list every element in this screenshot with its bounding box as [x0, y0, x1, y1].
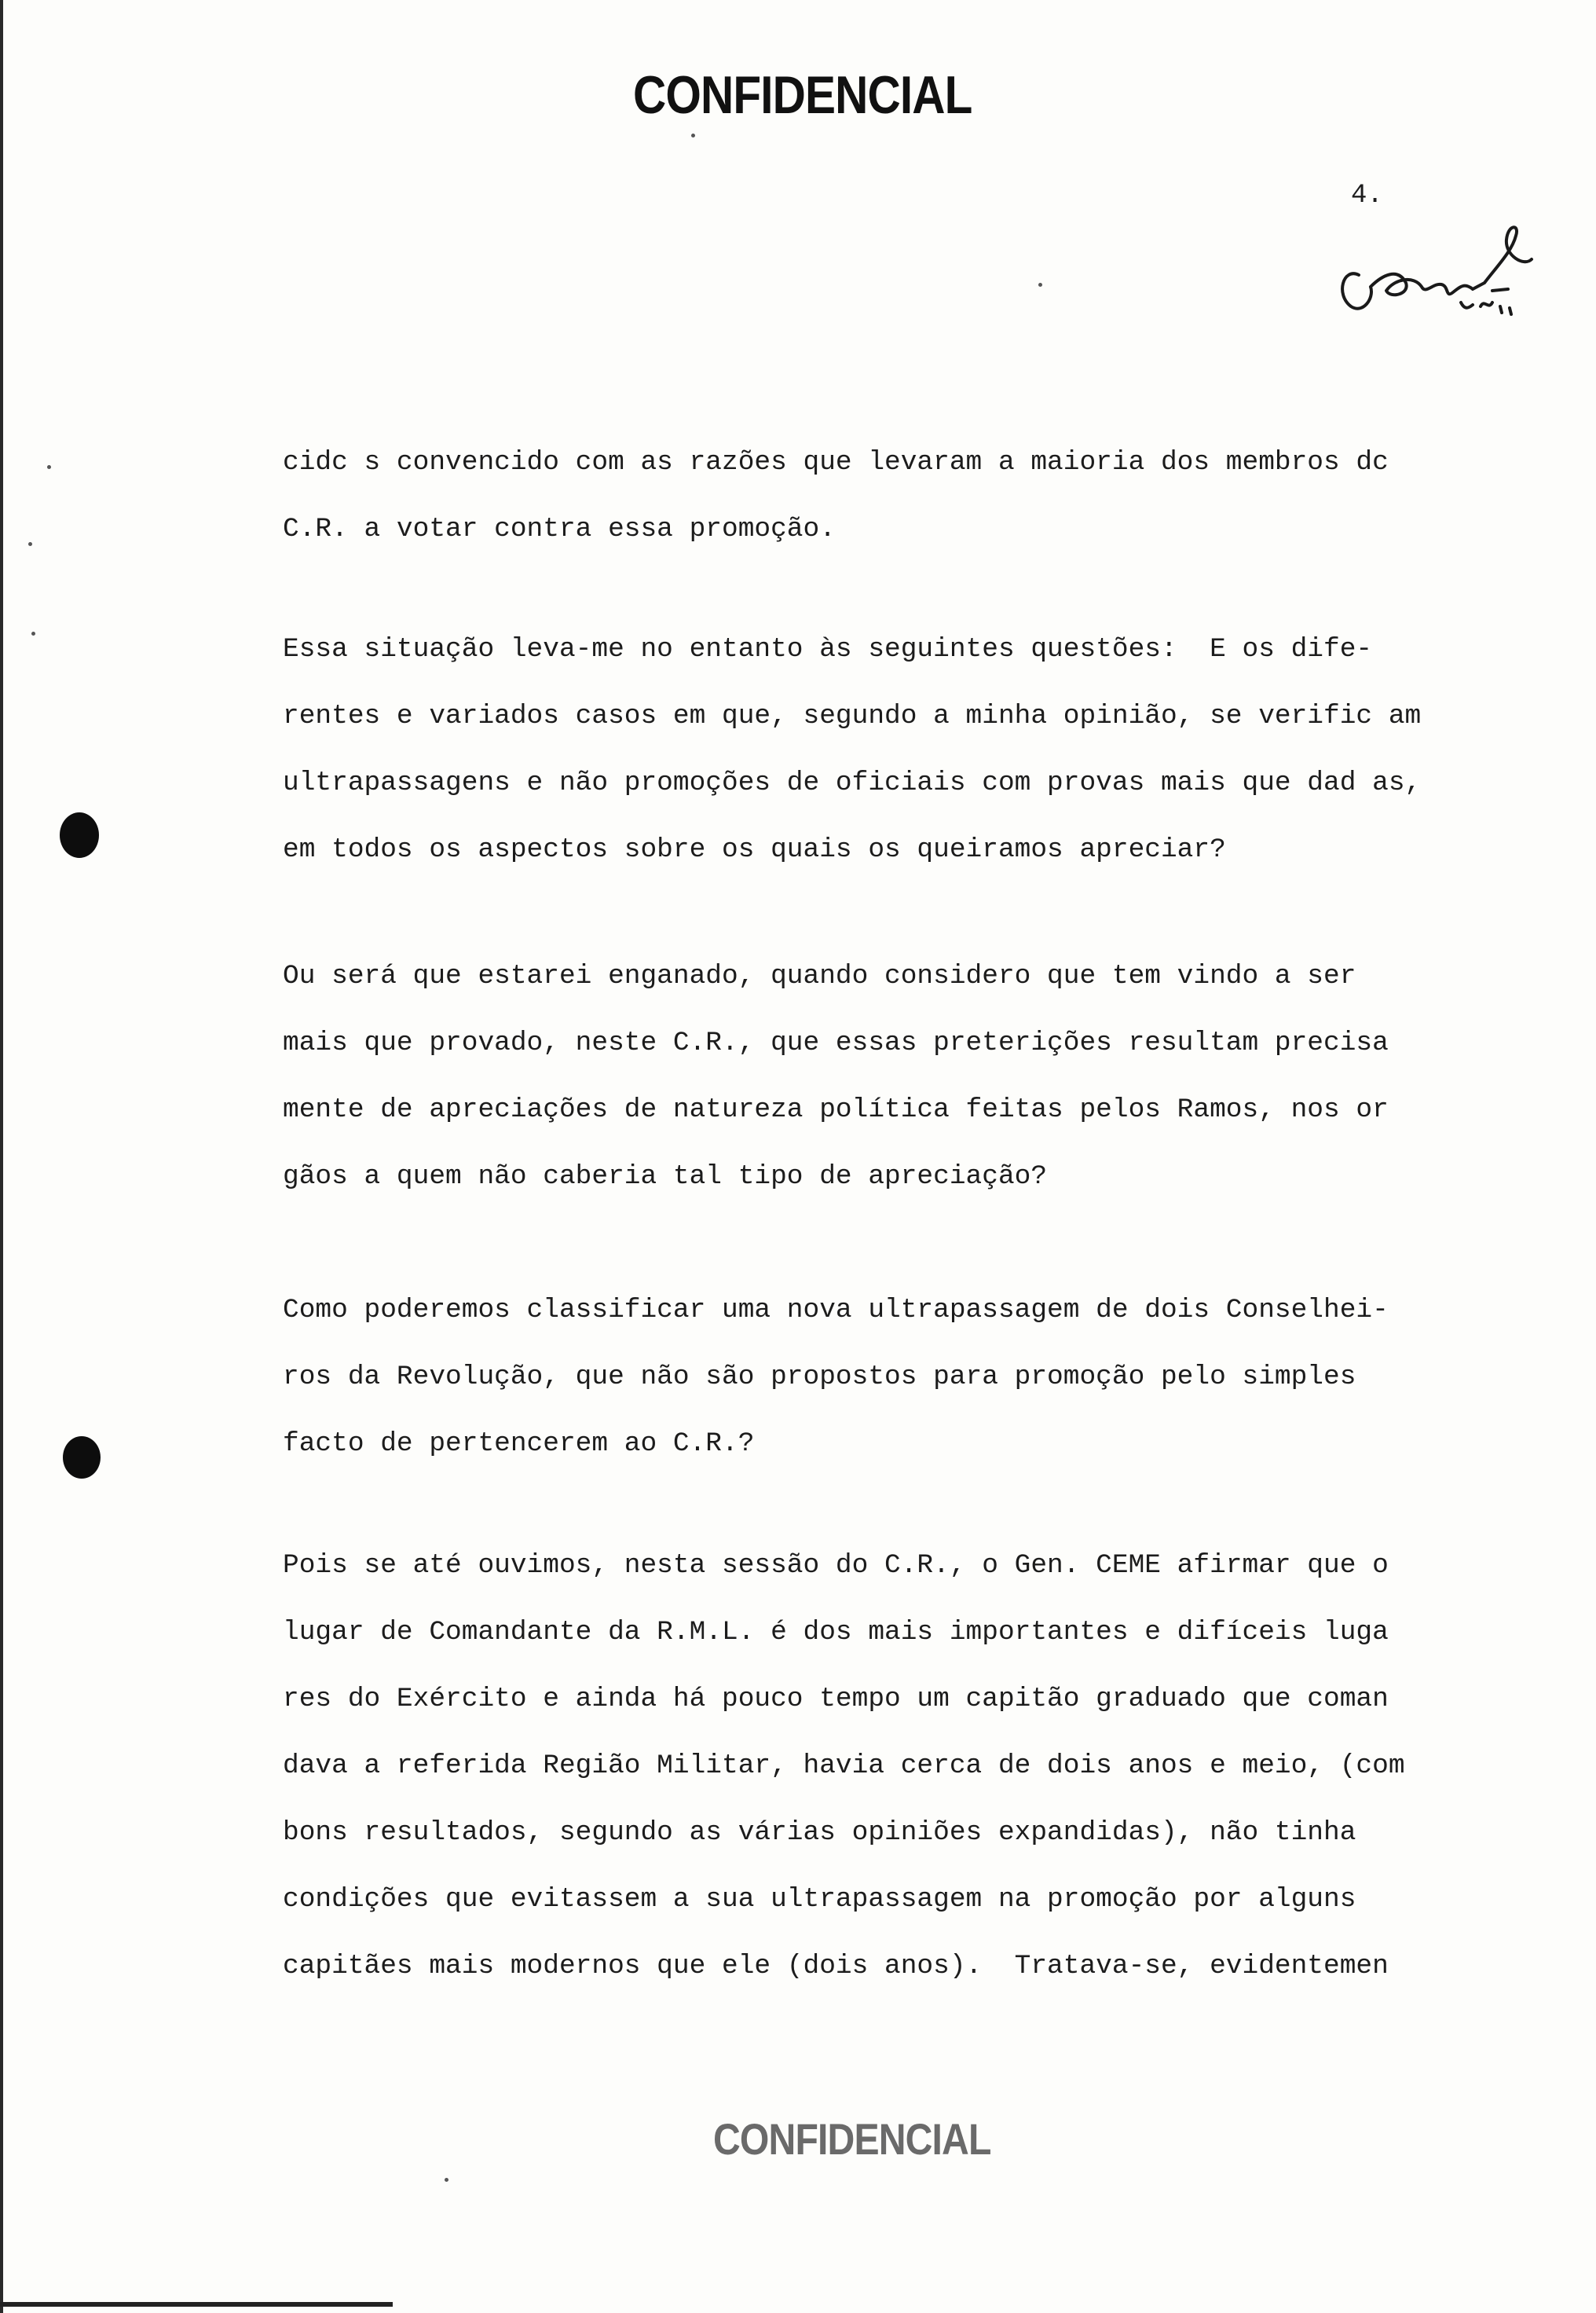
- text-line: Como poderemos classificar uma nova ultrapassagem de dois Conselhei-: [283, 1295, 1389, 1325]
- scan-speck: [691, 134, 695, 137]
- scan-speck: [1038, 283, 1042, 287]
- scan-speck: [28, 542, 32, 546]
- text-line: ultrapassagens e não promoções de oficiais com provas mais que dad as,: [283, 768, 1422, 798]
- paragraph-1: [283, 429, 1389, 563]
- scan-speck: [445, 2178, 448, 2182]
- text-line: condições que evitassem a sua ultrapassagem na promoção por alguns: [283, 1884, 1356, 1915]
- text-line: C.R. a votar contra essa promoção.: [283, 514, 836, 544]
- text-line: cidc s convencido com as razões que levaram a maioria dos membros dc: [283, 447, 1389, 478]
- text-line: facto de pertencerem ao C.R.?: [283, 1428, 755, 1459]
- classification-stamp-top: CONFIDENCIAL: [633, 65, 972, 125]
- paragraph-2: [283, 616, 1421, 883]
- text-line: bons resultados, segundo as várias opiniões expandidas), não tinha: [283, 1817, 1356, 1848]
- text-line: mais que provado, neste C.R., que essas preterições resultam precisa: [283, 1028, 1389, 1058]
- text-line: em todos os aspectos sobre os quais os queiramos apreciar?: [283, 834, 1226, 865]
- scan-edge-line: [0, 0, 3, 2313]
- punch-hole: [60, 812, 99, 858]
- scan-speck: [31, 632, 35, 636]
- paragraph-3: [283, 943, 1389, 1210]
- text-line: Pois se até ouvimos, nesta sessão do C.R., o Gen. CEME afirmar que o: [283, 1550, 1389, 1581]
- text-line: res do Exército e ainda há pouco tempo um capitão graduado que coman: [283, 1684, 1389, 1714]
- text-line: gãos a quem não caberia tal tipo de apreciação?: [283, 1161, 1048, 1192]
- text-line: rentes e variados casos em que, segundo a minha opinião, se verific am: [283, 701, 1422, 731]
- text-line: Essa situação leva-me no entanto às seguintes questões: E os dife-: [283, 634, 1373, 665]
- scan-bottom-line: [0, 2302, 393, 2307]
- handwritten-signature: [1327, 220, 1563, 338]
- classification-stamp-bottom: CONFIDENCIAL: [713, 2114, 991, 2164]
- text-line: lugar de Comandante da R.M.L. é dos mais importantes e difíceis luga: [283, 1617, 1389, 1648]
- paragraph-5: [283, 1532, 1405, 2000]
- scan-speck: [47, 465, 51, 469]
- paragraph-4: [283, 1277, 1389, 1477]
- text-line: Ou será que estarei enganado, quando considero que tem vindo a ser: [283, 961, 1356, 992]
- punch-hole: [63, 1436, 101, 1479]
- page-number: 4.: [1351, 181, 1383, 211]
- text-line: capitães mais modernos que ele (dois anos). Tratava-se, evidentemen: [283, 1951, 1389, 1981]
- text-line: dava a referida Região Militar, havia cerca de dois anos e meio, (com: [283, 1750, 1405, 1781]
- text-line: ros da Revolução, que não são propostos para promoção pelo simples: [283, 1362, 1356, 1392]
- text-line: mente de apreciações de natureza política feitas pelos Ramos, nos or: [283, 1094, 1389, 1125]
